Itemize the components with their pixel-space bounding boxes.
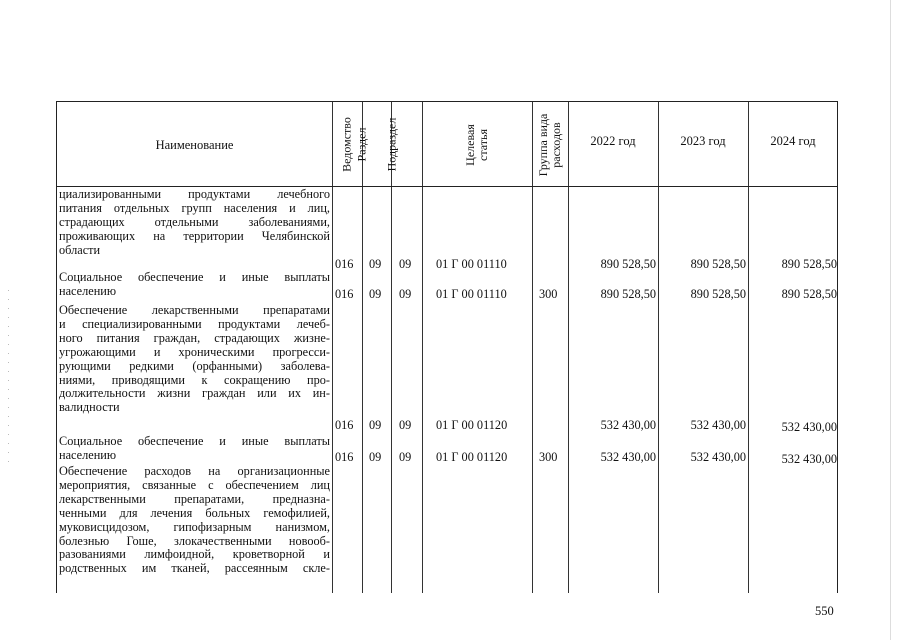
cell-celevaya: 01 Г 00 01120 bbox=[436, 450, 508, 464]
page-number: 550 bbox=[815, 604, 834, 618]
header-2022: 2022 год bbox=[590, 134, 636, 148]
header-razdel: Раздел bbox=[354, 127, 369, 162]
cell-2024: 890 528,50 bbox=[781, 257, 837, 271]
row-name bbox=[59, 304, 330, 415]
cell-2024: 532 430,00 bbox=[781, 452, 837, 466]
header-gruppa bbox=[537, 93, 563, 197]
row-name-line: муковисцидозом, гипофизарным нанизмом, bbox=[59, 520, 330, 534]
row-name-line: проживающих на территории Челябинской bbox=[59, 229, 330, 243]
row-name-line: лекарственными препаратами, предназна- bbox=[59, 492, 330, 506]
cell-celevaya: 01 Г 00 01120 bbox=[436, 418, 508, 432]
margin-mark bbox=[8, 290, 9, 470]
row-name-line: циализированными продуктами лечебного bbox=[59, 188, 330, 201]
header-celevaya bbox=[464, 95, 490, 195]
cell-razdel: 09 bbox=[369, 287, 382, 301]
header-celevaya-line2: статья bbox=[476, 129, 490, 161]
header-2023: 2023 год bbox=[680, 134, 726, 148]
cell-2023: 890 528,50 bbox=[690, 287, 746, 301]
row-name-line: питания отдельных групп населения и лиц, bbox=[59, 201, 330, 215]
cell-2023: 532 430,00 bbox=[690, 450, 746, 464]
col-divider bbox=[422, 102, 423, 593]
header-gruppa-line1: Группа вида bbox=[536, 113, 550, 177]
col-divider bbox=[748, 102, 749, 593]
col-divider bbox=[658, 102, 659, 593]
row-name-line: валидности bbox=[59, 401, 120, 415]
row-name-line: ченными для лечения больных гемофилией, bbox=[59, 506, 330, 520]
row-name-line: Обеспечение лекарственными препаратами bbox=[59, 304, 330, 317]
cell-2022: 532 430,00 bbox=[600, 418, 656, 432]
header-2024: 2024 год bbox=[770, 134, 816, 148]
cell-podrazdel: 09 bbox=[399, 450, 412, 464]
row-name-line: Социальное обеспечение и иные выплаты bbox=[59, 271, 330, 284]
row-name-line: болезнью Гоше, злокачественными новооб- bbox=[59, 534, 330, 548]
scan-edge bbox=[890, 0, 891, 640]
row-name-line: населению bbox=[59, 448, 117, 462]
row-name bbox=[59, 188, 330, 258]
cell-vedomstvo: 016 bbox=[335, 257, 354, 271]
cell-celevaya: 01 Г 00 01110 bbox=[436, 257, 507, 271]
row-name-line: Социальное обеспечение и иные выплаты bbox=[59, 435, 330, 448]
row-name-line: населению bbox=[59, 284, 117, 298]
cell-podrazdel: 09 bbox=[399, 418, 412, 432]
row-name-line: ниями, приводящими к сокращению про- bbox=[59, 373, 330, 387]
row-name-line: разованиями лимфоидной, кроветворной и bbox=[59, 548, 330, 562]
row-name-line: рующими редкими (орфанными) заболева- bbox=[59, 359, 330, 373]
col-divider bbox=[332, 102, 333, 593]
cell-razdel: 09 bbox=[369, 450, 382, 464]
header-gruppa-line2: расходов bbox=[549, 122, 563, 168]
cell-2024: 890 528,50 bbox=[781, 287, 837, 301]
header-divider bbox=[57, 186, 837, 187]
row-name-line: ного питания граждан, страдающих жизне- bbox=[59, 331, 330, 345]
cell-vedomstvo: 016 bbox=[335, 418, 354, 432]
row-name-line: угрожающими и хроническими прогресси- bbox=[59, 345, 330, 359]
header-vedomstvo: Ведомство bbox=[339, 117, 354, 172]
cell-2022: 890 528,50 bbox=[600, 287, 656, 301]
row-name-line: и специализированными продуктами лечеб- bbox=[59, 317, 330, 331]
cell-vedomstvo: 016 bbox=[335, 287, 354, 301]
row-name-line: должительности жизни граждан или их ин- bbox=[59, 387, 330, 401]
row-name bbox=[59, 271, 330, 299]
row-name bbox=[59, 465, 330, 576]
header-name: Наименование bbox=[155, 138, 234, 152]
col-divider bbox=[568, 102, 569, 593]
cell-2024: 532 430,00 bbox=[781, 420, 837, 434]
cell-2023: 532 430,00 bbox=[690, 418, 746, 432]
budget-table bbox=[56, 101, 838, 593]
row-name-line: страдающих отдельными заболеваниями, bbox=[59, 215, 330, 229]
row-name-line: Обеспечение расходов на организационные bbox=[59, 465, 330, 478]
cell-2022: 532 430,00 bbox=[600, 450, 656, 464]
cell-2022: 890 528,50 bbox=[600, 257, 656, 271]
cell-podrazdel: 09 bbox=[399, 287, 412, 301]
cell-gruppa: 300 bbox=[539, 287, 558, 301]
row-name-line: мероприятия, связанные с обеспечением лиц bbox=[59, 478, 330, 492]
row-name-line: родственных им тканей, рассеянным скле- bbox=[59, 562, 330, 576]
cell-2023: 890 528,50 bbox=[690, 257, 746, 271]
header-podrazdel: Подраздел bbox=[384, 117, 399, 172]
row-name-line: области bbox=[59, 243, 101, 257]
cell-razdel: 09 bbox=[369, 257, 382, 271]
row-name bbox=[59, 435, 330, 463]
cell-podrazdel: 09 bbox=[399, 257, 412, 271]
cell-vedomstvo: 016 bbox=[335, 450, 354, 464]
cell-gruppa: 300 bbox=[539, 450, 558, 464]
header-celevaya-line1: Целевая bbox=[463, 124, 477, 166]
cell-celevaya: 01 Г 00 01110 bbox=[436, 287, 507, 301]
col-divider bbox=[532, 102, 533, 593]
cell-razdel: 09 bbox=[369, 418, 382, 432]
